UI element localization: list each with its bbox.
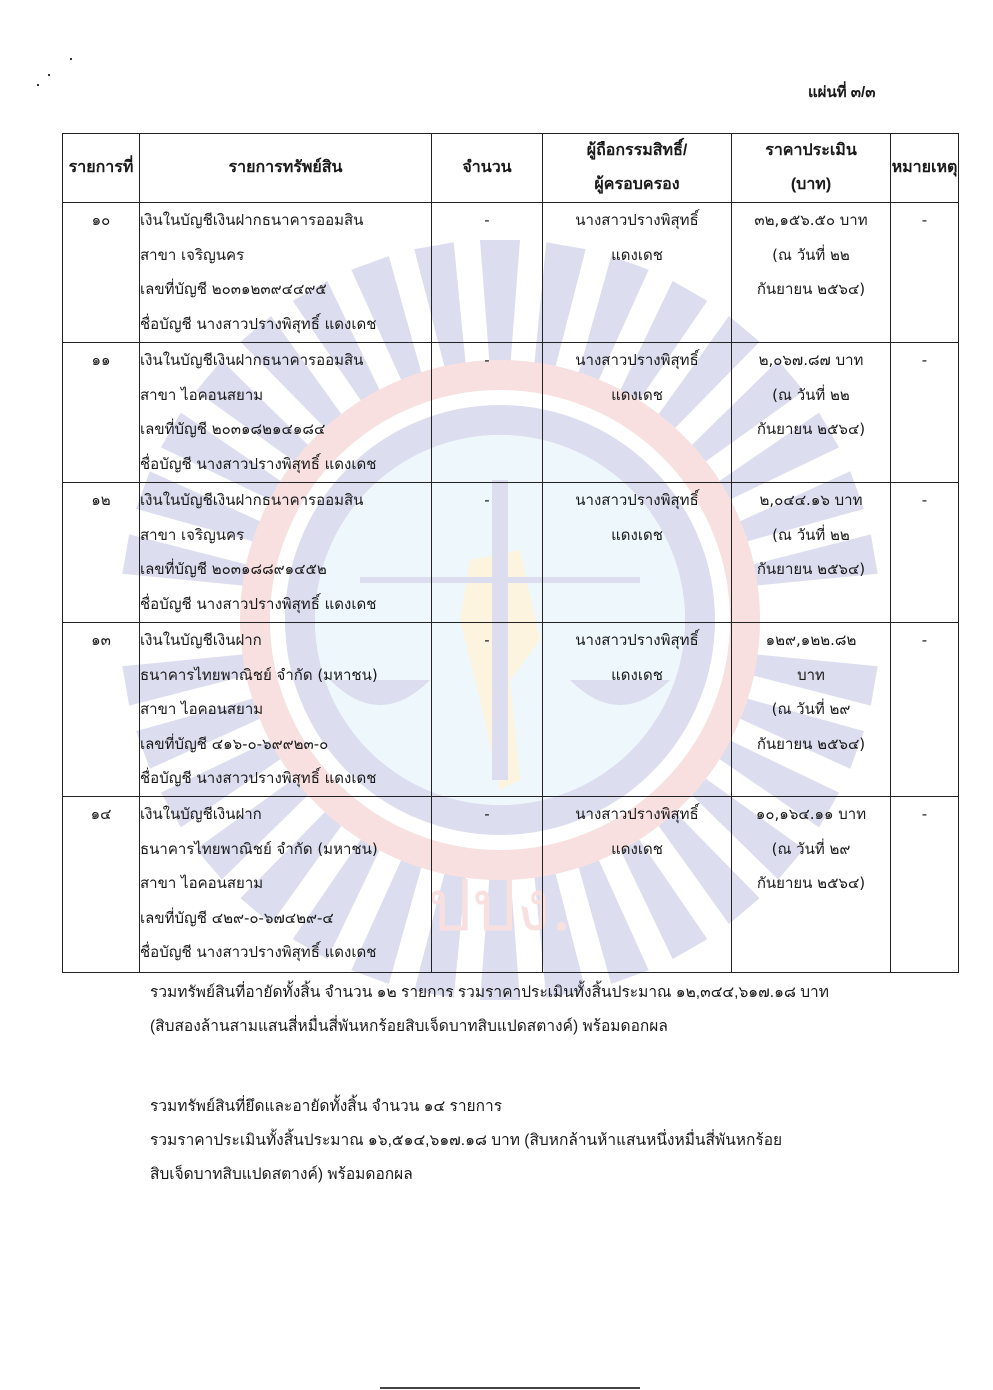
value-line: ๓๒,๑๕๖.๕๐ บาท [754, 211, 868, 229]
description-line: สาขา ไอคอนสยาม [140, 874, 264, 892]
value-line: (ณ วันที่ ๒๒ [772, 385, 850, 404]
owner-line: นางสาวปรางพิสุทธิ์ [575, 631, 699, 649]
owner-line: แดงเดช [611, 525, 663, 544]
owner-line: แดงเดช [611, 665, 663, 684]
item-value [732, 203, 891, 343]
item-note: - [891, 203, 959, 343]
description-line: เลขที่บัญชี ๒๐๓๑๘๒๑๔๑๘๔ [140, 420, 326, 438]
item-description [140, 797, 432, 973]
item-value [732, 483, 891, 623]
item-owner [543, 343, 732, 483]
item-no: ๑๑ [63, 343, 140, 483]
owner-line: นางสาวปรางพิสุทธิ์ [575, 805, 699, 823]
description-line: สาขา เจริญนคร [140, 525, 245, 544]
item-owner [543, 203, 732, 343]
value-line: ๑๒๙,๑๒๒.๘๒ [765, 631, 857, 649]
description-line: เงินในบัญชีเงินฝากธนาคารออมสิน [140, 351, 364, 369]
owner-line: นางสาวปรางพิสุทธิ์ [575, 211, 699, 229]
owner-line: แดงเดช [611, 839, 663, 858]
header-value [732, 134, 891, 203]
total-assets-summary [150, 1090, 782, 1192]
description-line: เงินในบัญชีเงินฝาก [140, 631, 262, 649]
item-note: - [891, 483, 959, 623]
description-line: ชื่อบัญชี นางสาวปรางพิสุทธิ์ แดงเดช [140, 314, 377, 333]
value-line: กันยายน ๒๕๖๔) [756, 420, 866, 438]
item-quantity: - [432, 203, 543, 343]
summary-line: รวมทรัพย์สินที่อายัดทั้งสิ้น จำนวน ๑๒ รายการ รวมราคาประเมินทั้งสิ้นประมาณ ๑๒,๓๔๔,๖๑๗.๑๘ บาท [150, 984, 829, 1001]
item-no: ๑๒ [63, 483, 140, 623]
description-line: สาขา เจริญนคร [140, 245, 245, 264]
value-line: ๒,๐๖๗.๘๗ บาท [758, 351, 864, 369]
item-value [732, 623, 891, 797]
description-line: ชื่อบัญชี นางสาวปรางพิสุทธิ์ แดงเดช [140, 454, 377, 473]
owner-line: นางสาวปรางพิสุทธิ์ [575, 491, 699, 509]
item-quantity: - [432, 343, 543, 483]
description-line: สาขา ไอคอนสยาม [140, 700, 264, 718]
owner-line: นางสาวปรางพิสุทธิ์ [575, 351, 699, 369]
item-owner [543, 483, 732, 623]
owner-line: แดงเดช [611, 385, 663, 404]
item-note: - [891, 343, 959, 483]
item-owner [543, 797, 732, 973]
value-line: กันยายน ๒๕๖๔) [756, 280, 866, 298]
description-line: สาขา ไอคอนสยาม [140, 385, 264, 404]
value-line: บาท [797, 665, 825, 684]
table-row [63, 343, 959, 483]
header-value-line1: ราคาประเมิน [765, 142, 857, 159]
owner-line: แดงเดช [611, 245, 663, 264]
table-row [63, 623, 959, 797]
header-item-no: รายการที่ [63, 134, 140, 203]
table-row [63, 797, 959, 973]
description-line: เลขที่บัญชี ๔๑๖-๐-๖๙๙๒๓-๐ [140, 734, 329, 753]
item-no: ๑๐ [63, 203, 140, 343]
description-line: เงินในบัญชีเงินฝากธนาคารออมสิน [140, 211, 364, 229]
item-description [140, 203, 432, 343]
scan-speck [37, 84, 39, 86]
asset-table [62, 133, 959, 973]
header-owner-line2: ผู้ครอบครอง [594, 176, 680, 193]
header-owner [543, 134, 732, 203]
header-value-line2: (บาท) [790, 176, 832, 193]
value-line: กันยายน ๒๕๖๔) [756, 874, 866, 892]
description-line: เลขที่บัญชี ๔๒๙-๐-๖๗๔๒๙-๔ [140, 908, 334, 927]
summary-line: รวมทรัพย์สินที่ยึดและอายัดทั้งสิ้น จำนวน ๑๔ รายการ [150, 1098, 503, 1115]
item-quantity: - [432, 483, 543, 623]
summary-line: รวมราคาประเมินทั้งสิ้นประมาณ ๑๖,๕๑๔,๖๑๗.๑๘ บาท (สิบหกล้านห้าแสนหนึ่งหมื่นสี่พันหกร้อย [150, 1132, 783, 1149]
value-line: (ณ วันที่ ๒๒ [772, 525, 850, 544]
item-value [732, 343, 891, 483]
description-line: ชื่อบัญชี นางสาวปรางพิสุทธิ์ แดงเดช [140, 594, 377, 613]
scan-speck [48, 74, 50, 76]
description-line: เลขที่บัญชี ๒๐๓๑๘๘๙๑๔๕๒ [140, 560, 327, 578]
bottom-rule-divider [380, 1387, 640, 1389]
header-note: หมายเหตุ [891, 134, 959, 203]
description-line: เงินในบัญชีเงินฝาก [140, 805, 262, 823]
description-line: ธนาคารไทยพาณิชย์ จำกัด (มหาชน) [140, 839, 378, 858]
item-description [140, 483, 432, 623]
item-description [140, 343, 432, 483]
description-line: เงินในบัญชีเงินฝากธนาคารออมสิน [140, 491, 364, 509]
value-line: (ณ วันที่ ๒๙ [771, 839, 851, 858]
item-note: - [891, 797, 959, 973]
header-owner-line1: ผู้ถือกรรมสิทธิ์/ [586, 142, 688, 159]
value-line: กันยายน ๒๕๖๔) [756, 560, 866, 578]
description-line: ชื่อบัญชี นางสาวปรางพิสุทธิ์ แดงเดช [140, 769, 377, 787]
item-description [140, 623, 432, 797]
summary-line: สิบเจ็ดบาทสิบแปดสตางค์) พร้อมดอกผล [150, 1166, 413, 1183]
item-quantity: - [432, 623, 543, 797]
value-line: (ณ วันที่ ๒๙ [771, 700, 851, 718]
description-line: ธนาคารไทยพาณิชย์ จำกัด (มหาชน) [140, 665, 378, 684]
table-row [63, 483, 959, 623]
description-line: ชื่อบัญชี นางสาวปรางพิสุทธิ์ แดงเดช [140, 943, 377, 961]
frozen-assets-summary [150, 976, 829, 1044]
table-header-row [63, 134, 959, 203]
summary-line: (สิบสองล้านสามแสนสี่หมื่นสี่พันหกร้อยสิบเจ็ดบาทสิบแปดสตางค์) พร้อมดอกผล [150, 1018, 668, 1035]
sheet-number: แผ่นที่ ๓/๓ [808, 84, 876, 101]
item-quantity: - [432, 797, 543, 973]
item-no: ๑๔ [63, 797, 140, 973]
item-note: - [891, 623, 959, 797]
description-line: เลขที่บัญชี ๒๐๓๑๒๓๙๔๔๙๕ [140, 280, 327, 298]
item-value [732, 797, 891, 973]
header-quantity: จำนวน [432, 134, 543, 203]
table-row [63, 203, 959, 343]
item-no: ๑๓ [63, 623, 140, 797]
value-line: กันยายน ๒๕๖๔) [756, 734, 866, 753]
value-line: ๒,๐๔๔.๑๖ บาท [759, 491, 863, 509]
item-owner [543, 623, 732, 797]
value-line: ๑๐,๑๖๔.๑๑ บาท [755, 805, 867, 823]
scan-speck [70, 58, 72, 60]
value-line: (ณ วันที่ ๒๒ [772, 245, 850, 264]
svg-text:ปปง.: ปปง. [427, 865, 573, 947]
header-description: รายการทรัพย์สิน [140, 134, 432, 203]
